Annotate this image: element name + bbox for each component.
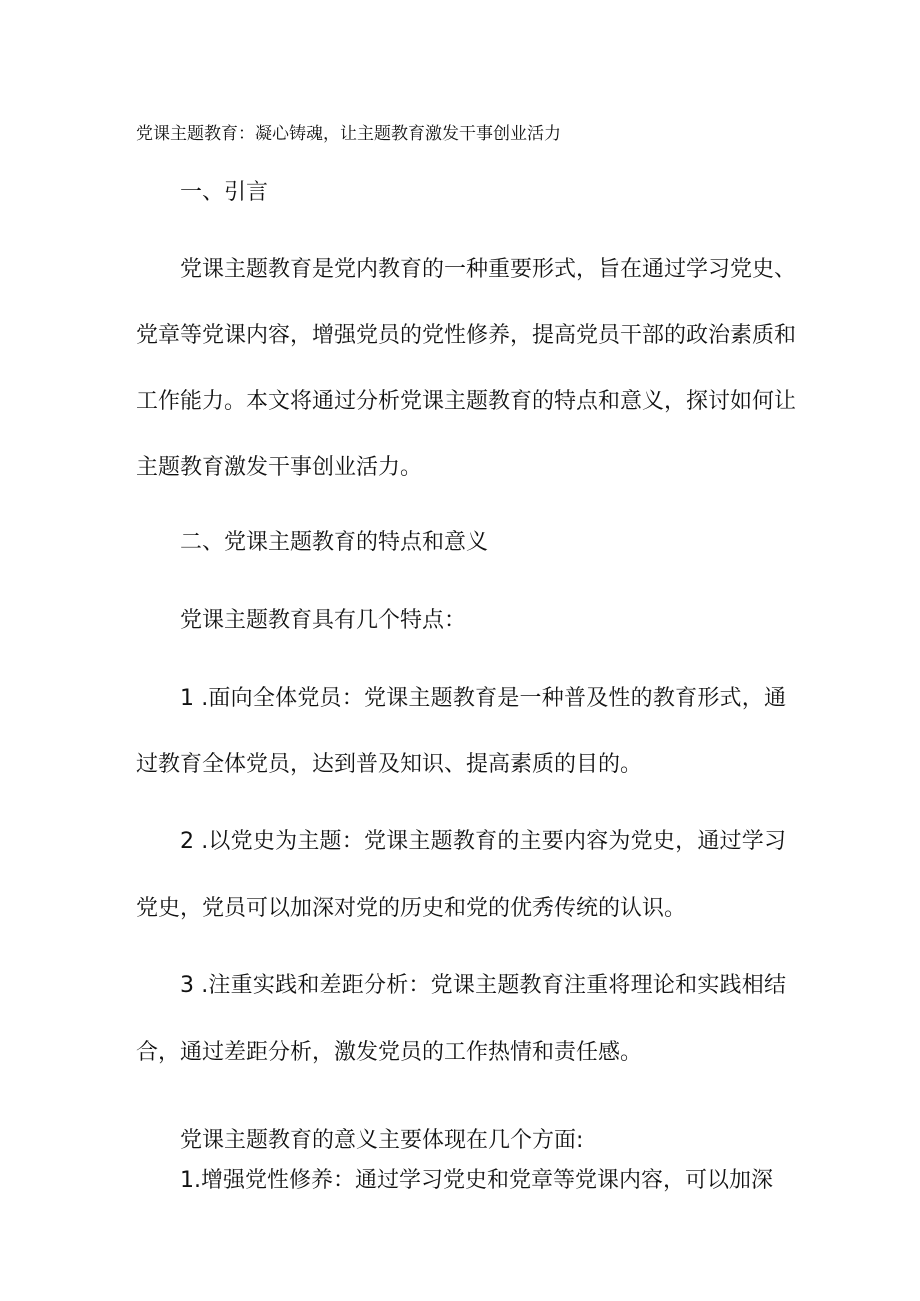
feature-item-2-line: 2 .以党史为主题：党课主题教育的主要内容为党史，通过学习 <box>180 829 786 854</box>
feature-item-1-line: 1 .面向全体党员：党课主题教育是一种普及性的教育形式，通 <box>180 686 786 711</box>
intro-paragraph-line: 党章等党课内容，增强党员的党性修养，提高党员干部的政治素质和 <box>136 323 797 348</box>
feature-item-1-line: 过教育全体党员，达到普及知识、提高素质的目的。 <box>136 752 643 777</box>
feature-item-3-line: 3 .注重实践和差距分析：党课主题教育注重将理论和实践相结 <box>180 973 786 998</box>
feature-item-3-line: 合，通过差距分析，激发党员的工作热情和责任感。 <box>136 1040 643 1065</box>
section-heading-introduction: 一、引言 <box>180 180 269 205</box>
significance-item-1-line: 1.增强党性修养：通过学习党史和党章等党课内容，可以加深 <box>180 1168 773 1193</box>
section-heading-features: 二、党课主题教育的特点和意义 <box>180 530 489 555</box>
intro-paragraph-line: 党课主题教育是党内教育的一种重要形式，旨在通过学习党史、 <box>180 257 797 282</box>
intro-paragraph-line: 主题教育激发干事创业活力。 <box>136 455 423 480</box>
features-intro: 党课主题教育具有几个特点： <box>180 608 467 633</box>
document-title: 党课主题教育：凝心铸魂，让主题教育激发干事创业活力 <box>136 124 561 144</box>
significance-intro: 党课主题教育的意义主要体现在几个方面: <box>180 1128 584 1153</box>
feature-item-2-line: 党史，党员可以加深对党的历史和党的优秀传统的认识。 <box>136 896 687 921</box>
intro-paragraph-line: 工作能力。本文将通过分析党课主题教育的特点和意义，探讨如何让 <box>136 389 797 414</box>
